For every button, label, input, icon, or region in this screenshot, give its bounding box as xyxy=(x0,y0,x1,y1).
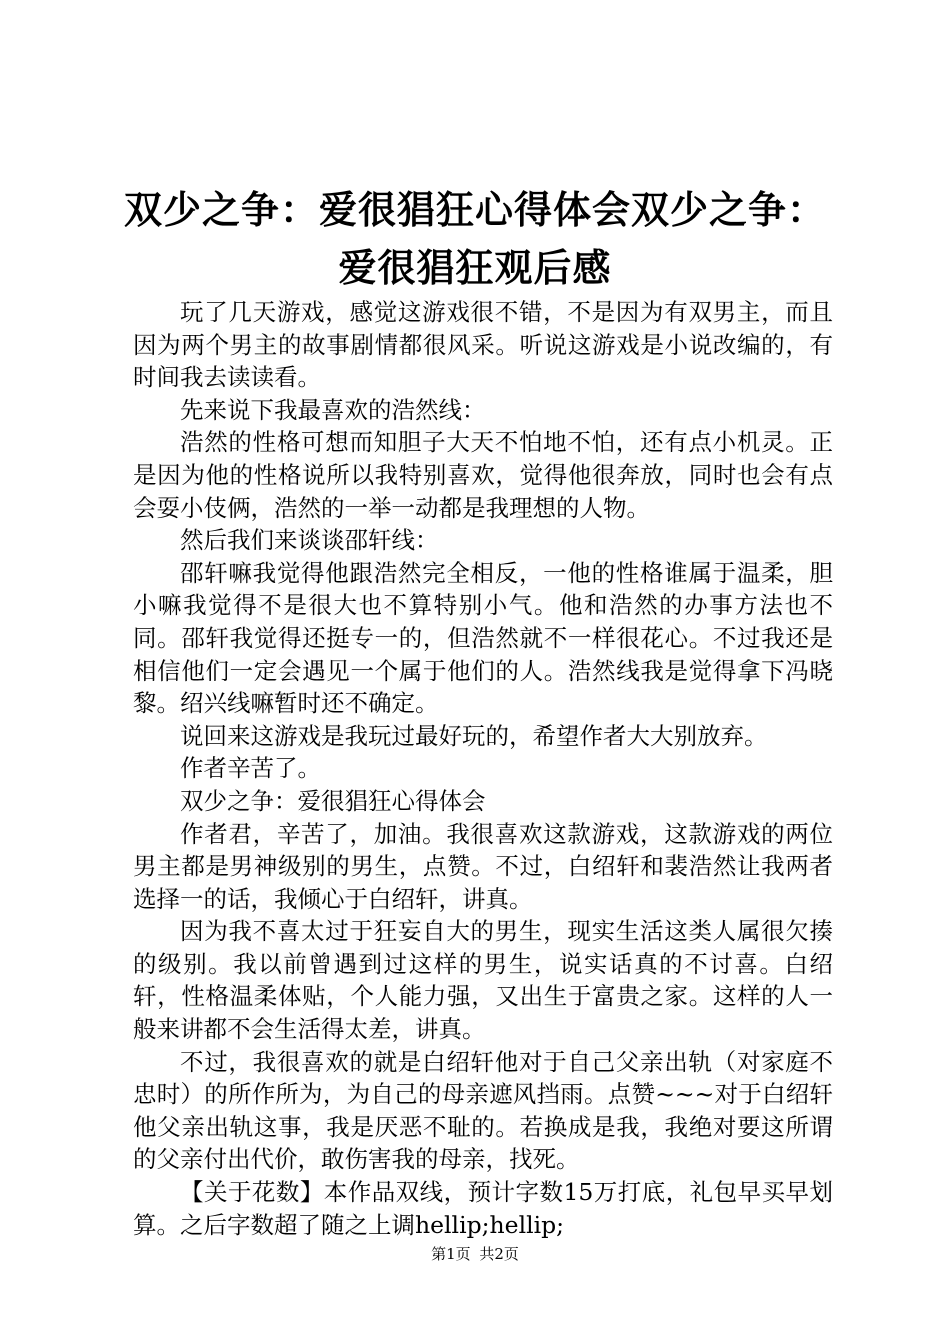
paragraph: 邵轩嘛我觉得他跟浩然完全相反，一他的性格谁属于温柔，胆小嘛我觉得不是很大也不算特别小气。他和浩然的办事方法也不同。邵轩我觉得还挺专一的，但浩然就不一样很花心。不过我还是相信他们一定会遇见一个属于他们的人。浩然线我是觉得拿下冯晓黎。绍兴线嘛暂时还不确定。 xyxy=(133,558,833,718)
paragraph: 作者辛苦了。 xyxy=(180,754,321,783)
paragraph: 然后我们来谈谈邵轩线： xyxy=(180,526,439,555)
paragraph: 浩然的性格可想而知胆子大天不怕地不怕，还有点小机灵。正是因为他的性格说所以我特别喜欢，觉得他很奔放，同时也会有点会耍小伎俩，浩然的一举一动都是我理想的人物。 xyxy=(133,428,833,522)
page-total: 共2页 xyxy=(479,1245,519,1263)
paragraph: 说回来这游戏是我玩过最好玩的，希望作者大大别放弃。 xyxy=(180,721,768,750)
paragraph: 作者君，辛苦了，加油。我很喜欢这款游戏，这款游戏的两位男主都是男神级别的男生，点赞。不过，白绍轩和裴浩然让我两者选择一的话，我倾心于白绍轩，讲真。 xyxy=(133,819,833,913)
paragraph: 【关于花数】本作品双线，预计字数15万打底，礼包早买早划算。之后字数超了随之上调hellip;hellip; xyxy=(133,1178,833,1239)
document-title: 双少之争：爱很猖狂心得体会双少之争：爱很猖狂观后感 xyxy=(123,188,826,290)
paragraph: 玩了几天游戏，感觉这游戏很不错，不是因为有双男主，而且因为两个男主的故事剧情都很风采。听说这游戏是小说改编的，有时间我去读读看。 xyxy=(133,298,833,392)
paragraph: 先来说下我最喜欢的浩然线： xyxy=(180,395,486,424)
page-footer xyxy=(0,1244,950,1264)
section-heading: 双少之争：爱很猖狂心得体会 xyxy=(180,786,486,815)
paragraph: 因为我不喜太过于狂妄自大的男生，现实生活这类人属很欠揍的级别。我以前曾遇到过这样的男生，说实话真的不讨喜。白绍轩，性格温柔体贴，个人能力强，又出生于富贵之家。这样的人一般来讲都不会生活得太差，讲真。 xyxy=(133,917,833,1044)
document-body xyxy=(133,296,833,1241)
paragraph: 不过，我很喜欢的就是白绍轩他对于自己父亲出轨（对家庭不忠时）的所作所为，为自己的母亲遮风挡雨。点赞~~~对于白绍轩他父亲出轨这事，我是厌恶不耻的。若换成是我，我绝对要这所谓的父亲付出代价，敢伤害我的母亲，找死。 xyxy=(133,1047,833,1174)
page-number: 第1页 xyxy=(431,1245,471,1263)
